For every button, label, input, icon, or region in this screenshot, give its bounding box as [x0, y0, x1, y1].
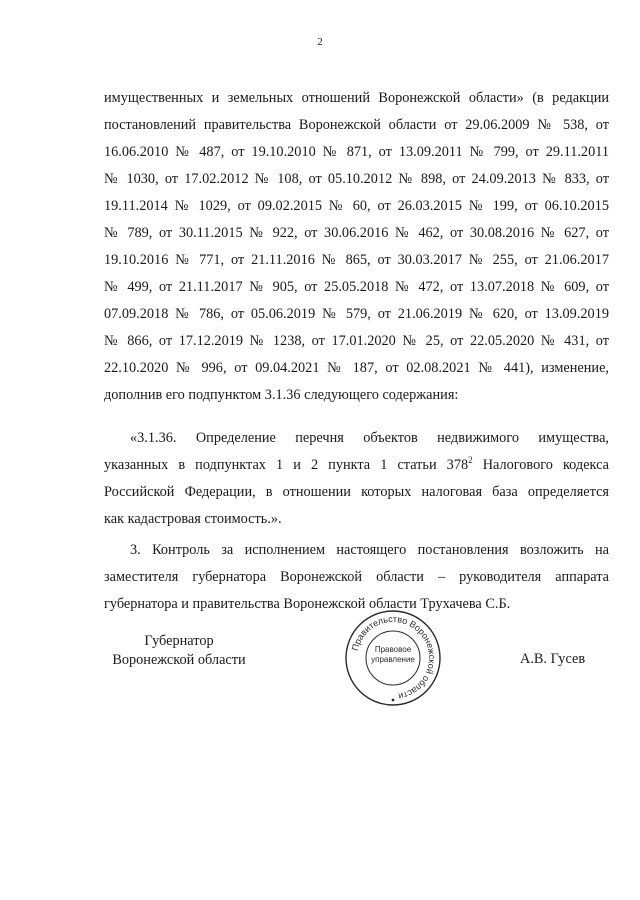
body-line: 19.11.2014 № 1029, от 09.02.2015 № 60, от 26.03.2015 № 199, от 06.10.2015 [104, 198, 609, 214]
signatory-title-line2: Воронежской области [112, 652, 246, 668]
body-line: 19.10.2016 № 771, от 21.11.2016 № 865, от 30.03.2017 № 255, от 21.06.2017 [104, 252, 609, 268]
body-line: № 1030, от 17.02.2012 № 108, от 05.10.2012 № 898, от 24.09.2013 № 833, от [104, 171, 609, 187]
quote-line [104, 455, 609, 475]
body-line: дополнив его подпунктом 3.1.36 следующего содержания: [104, 387, 459, 403]
body-line: имущественных и земельных отношений Воронежской области» (в редакции [104, 90, 609, 106]
item-3-line: заместителя губернатора Воронежской области – руководителя аппарата [104, 569, 609, 585]
signatory-name: А.В. Гусев [520, 651, 586, 667]
stamp-center-text [366, 645, 420, 665]
stamp-center-line2: управление [371, 655, 415, 664]
body-line: постановлений правительства Воронежской области от 29.06.2009 № 538, от [104, 117, 609, 133]
item-3-line: 3. Контроль за исполнением настоящего постановления возложить на [130, 542, 609, 558]
item-3-line: губернатора и правительства Воронежской области Трухачева С.Б. [104, 596, 511, 612]
quote-line: «3.1.36. Определение перечня объектов недвижимого имущества, [130, 430, 609, 446]
body-line: № 499, от 21.11.2017 № 905, от 25.05.2018 № 472, от 13.07.2018 № 609, от [104, 279, 609, 295]
signatory-title-line1: Губернатор [144, 633, 214, 649]
quote-line-tail: Налогового кодекса [472, 457, 609, 473]
quote-line: как кадастровая стоимость.». [104, 511, 282, 527]
stamp-star-icon [392, 699, 395, 702]
superscript: 2 [468, 455, 473, 465]
body-line: 16.06.2010 № 487, от 19.10.2010 № 871, от 13.09.2011 № 799, от 29.11.2011 [104, 144, 609, 160]
quote-line-text: указанных в подпунктах 1 и 2 пункта 1 статьи 378 [104, 457, 469, 473]
page-number: 2 [317, 36, 323, 48]
signatory-title [104, 632, 254, 670]
body-line: № 789, от 30.11.2015 № 922, от 30.06.2016 № 462, от 30.08.2016 № 627, от [104, 225, 609, 241]
body-line: № 866, от 17.12.2019 № 1238, от 17.01.2020 № 25, от 22.05.2020 № 431, от [104, 333, 609, 349]
body-line: 22.10.2020 № 996, от 09.04.2021 № 187, от 02.08.2021 № 441), изменение, [104, 360, 609, 376]
body-line: 07.09.2018 № 786, от 05.06.2019 № 579, от 21.06.2019 № 620, от 13.09.2019 [104, 306, 609, 322]
quote-line: Российской Федерации, в отношении которых налоговая база определяется [104, 484, 609, 500]
stamp-center-line1: Правовое [374, 645, 412, 654]
stamp-ring-textpath: Правительство Воронежской области [349, 613, 438, 702]
